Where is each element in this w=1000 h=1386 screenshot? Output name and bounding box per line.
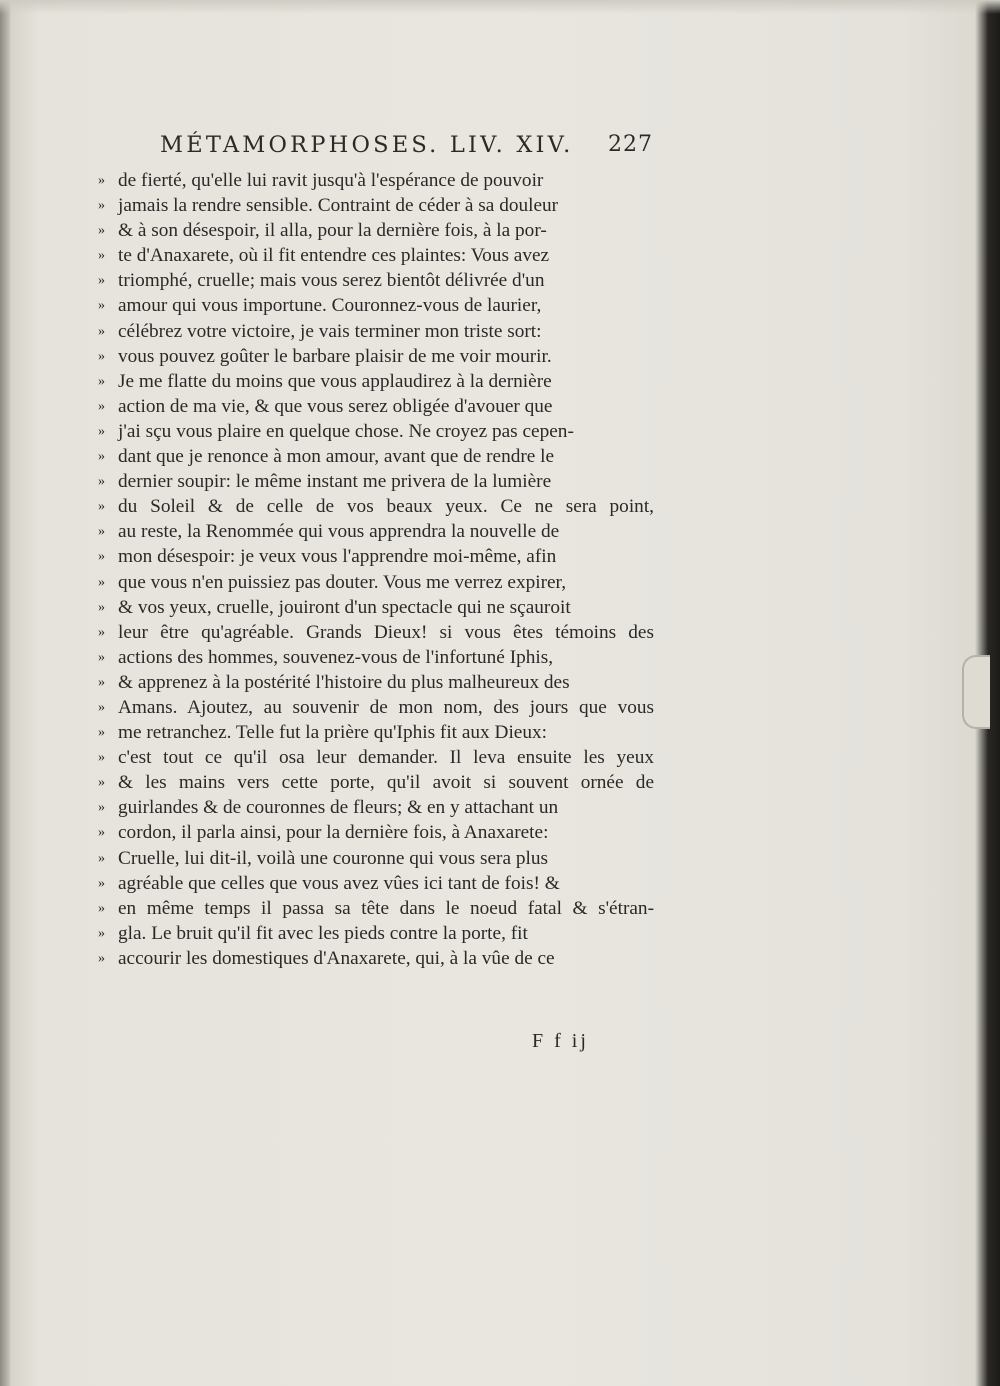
quotation-mark: » bbox=[98, 850, 105, 866]
text-line bbox=[98, 193, 658, 218]
line-text: de fierté, qu'elle lui ravit jusqu'à l'espérance de pouvoir bbox=[118, 170, 544, 191]
text-line bbox=[98, 494, 658, 519]
signature-mark: F f ij bbox=[532, 1030, 589, 1052]
text-line bbox=[98, 394, 658, 419]
line-text: jamais la rendre sensible. Contraint de céder à sa douleur bbox=[118, 195, 559, 217]
text-line bbox=[98, 293, 658, 318]
line-text: leur être qu'agréable. Grands Dieux! si vous êtes témoins des bbox=[118, 621, 654, 643]
line-text: te d'Anaxarete, où il fit entendre ces plaintes: Vous avez bbox=[118, 245, 550, 267]
line-text: gla. Le bruit qu'il fit avec les pieds contre la porte, fit bbox=[118, 922, 528, 944]
line-text: triomphé, cruelle; mais vous serez bientôt délivrée d'un bbox=[118, 270, 545, 292]
running-title: MÉTAMORPHOSES. LIV. XIV. bbox=[160, 132, 574, 158]
quotation-mark: » bbox=[98, 699, 105, 715]
text-line bbox=[98, 871, 658, 896]
text-line bbox=[98, 369, 658, 394]
quotation-mark: » bbox=[98, 825, 105, 841]
line-text: Amans. Ajoutez, au souvenir de mon nom, des jours que vous bbox=[118, 696, 654, 718]
line-text: & les mains vers cette porte, qu'il avoit si souvent ornée de bbox=[118, 772, 654, 794]
line-text: actions des hommes, souvenez-vous de l'infortuné Iphis, bbox=[118, 646, 554, 668]
text-line bbox=[98, 419, 658, 444]
quotation-mark: » bbox=[98, 348, 105, 364]
line-text: Cruelle, lui dit-il, voilà une couronne qui vous sera plus bbox=[118, 847, 548, 869]
line-text: & à son désespoir, il alla, pour la dernière fois, à la por- bbox=[118, 220, 547, 242]
gutter-shadow bbox=[0, 0, 10, 1386]
quotation-mark: » bbox=[98, 549, 105, 565]
top-edge-shadow bbox=[0, 0, 1000, 14]
text-line bbox=[98, 168, 658, 193]
quotation-mark: » bbox=[98, 298, 105, 314]
running-head bbox=[160, 128, 660, 168]
text-line bbox=[98, 745, 658, 770]
quotation-mark: » bbox=[98, 423, 105, 439]
text-line bbox=[98, 921, 658, 946]
text-line bbox=[98, 344, 658, 369]
quotation-mark: » bbox=[98, 323, 105, 339]
text-line bbox=[98, 469, 658, 494]
line-text: en même temps il passa sa tête dans le noeud fatal & s'étran- bbox=[118, 897, 654, 919]
text-line bbox=[98, 795, 658, 820]
quotation-mark: » bbox=[98, 173, 105, 188]
body-text bbox=[98, 168, 658, 971]
quotation-mark: » bbox=[98, 474, 105, 490]
line-text: j'ai sçu vous plaire en quelque chose. Ne croyez pas cepen- bbox=[118, 420, 574, 442]
line-text: & vos yeux, cruelle, jouiront d'un spectacle qui ne sçauroit bbox=[118, 596, 571, 618]
quotation-mark: » bbox=[98, 925, 105, 941]
line-text: célébrez votre victoire, je vais terminer mon triste sort: bbox=[118, 320, 542, 342]
quotation-mark: » bbox=[98, 725, 105, 741]
quotation-mark: » bbox=[98, 223, 105, 239]
quotation-mark: » bbox=[98, 649, 105, 665]
text-line bbox=[98, 670, 658, 695]
text-line bbox=[98, 720, 658, 745]
text-line bbox=[98, 695, 658, 720]
quotation-mark: » bbox=[98, 624, 105, 640]
line-text: que vous n'en puissiez pas douter. Vous me verrez expirer, bbox=[118, 571, 567, 593]
text-line bbox=[98, 218, 658, 243]
line-text: dernier soupir: le même instant me privera de la lumière bbox=[118, 471, 552, 493]
text-line bbox=[98, 846, 658, 871]
text-line bbox=[98, 820, 658, 845]
line-text: me retranchez. Telle fut la prière qu'Iphis fit aux Dieux: bbox=[118, 722, 547, 744]
text-line bbox=[98, 519, 658, 544]
line-text: Je me flatte du moins que vous applaudirez à la dernière bbox=[118, 370, 552, 392]
quotation-mark: » bbox=[98, 198, 105, 214]
quotation-mark: » bbox=[98, 800, 105, 816]
line-text: cordon, il parla ainsi, pour la dernière fois, à Anaxarete: bbox=[118, 822, 549, 844]
quotation-mark: » bbox=[98, 273, 105, 289]
quotation-mark: » bbox=[98, 574, 105, 590]
line-text: du Soleil & de celle de vos beaux yeux. Ce ne sera point, bbox=[118, 496, 654, 518]
quotation-mark: » bbox=[98, 449, 105, 465]
quotation-mark: » bbox=[98, 750, 105, 766]
text-line bbox=[98, 770, 658, 795]
quotation-mark: » bbox=[98, 248, 105, 264]
text-line bbox=[98, 946, 658, 971]
text-line bbox=[98, 243, 658, 268]
quotation-mark: » bbox=[98, 599, 105, 615]
line-text: action de ma vie, & que vous serez obligée d'avouer que bbox=[118, 395, 553, 417]
line-text: guirlandes & de couronnes de fleurs; & en y attachant un bbox=[118, 797, 559, 819]
line-text: accourir les domestiques d'Anaxarete, qui, à la vûe de ce bbox=[118, 947, 555, 969]
text-line bbox=[98, 896, 658, 921]
quotation-mark: » bbox=[98, 775, 105, 791]
quotation-mark: » bbox=[98, 875, 105, 891]
line-text: mon désespoir: je veux vous l'apprendre moi-même, afin bbox=[118, 546, 557, 568]
line-text: & apprenez à la postérité l'histoire du plus malheureux des bbox=[118, 671, 570, 693]
line-text: au reste, la Renommée qui vous apprendra la nouvelle de bbox=[118, 521, 560, 543]
quotation-mark: » bbox=[98, 900, 105, 916]
line-text: vous pouvez goûter le barbare plaisir de me voir mourir. bbox=[118, 345, 552, 367]
text-line bbox=[98, 645, 658, 670]
text-line bbox=[98, 544, 658, 569]
line-text: c'est tout ce qu'il osa leur demander. Il leva ensuite les yeux bbox=[118, 747, 654, 769]
line-text: agréable que celles que vous avez vûes ici tant de fois! & bbox=[118, 872, 560, 894]
page-number: 227 bbox=[608, 132, 653, 157]
text-line bbox=[98, 570, 658, 595]
quotation-mark: » bbox=[98, 499, 105, 515]
quotation-mark: » bbox=[98, 524, 105, 540]
quotation-mark: » bbox=[98, 398, 105, 414]
text-line bbox=[98, 620, 658, 645]
text-line bbox=[98, 268, 658, 293]
text-line bbox=[98, 595, 658, 620]
text-line bbox=[98, 319, 658, 344]
text-line bbox=[98, 444, 658, 469]
page-tab-marker bbox=[962, 655, 990, 729]
line-text: dant que je renonce à mon amour, avant que de rendre le bbox=[118, 446, 555, 468]
quotation-mark: » bbox=[98, 950, 105, 966]
quotation-mark: » bbox=[98, 674, 105, 690]
quotation-mark: » bbox=[98, 373, 105, 389]
line-text: amour qui vous importune. Couronnez-vous de laurier, bbox=[118, 295, 542, 317]
